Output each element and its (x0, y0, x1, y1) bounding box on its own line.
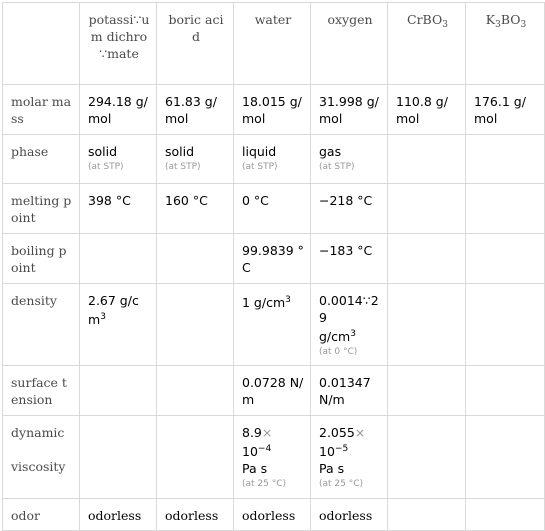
header-crbo3-main: CrBO (407, 12, 443, 27)
density-4-unit: g/cm (319, 329, 351, 344)
density-3-main: 1 g/cm (242, 295, 286, 310)
cell-boiling-6 (466, 234, 545, 284)
header-crbo3 (388, 3, 466, 85)
cell-odor-3: odorless (234, 499, 311, 531)
label-phase: phase (3, 135, 80, 184)
header-k3bo3-bo: BO (500, 12, 521, 27)
cell-density-3 (234, 284, 311, 366)
cell-boiling-5 (388, 234, 466, 284)
cell-phase-6 (466, 135, 545, 184)
viscosity-4-mant: 2.055 (319, 425, 355, 440)
row-surface-tension (3, 366, 545, 416)
viscosity-4-times: × (354, 425, 366, 440)
label-odor: odor (3, 499, 80, 531)
viscosity-label-line1: dynamic (11, 425, 65, 440)
phase-3-value: liquid (242, 144, 277, 159)
cell-odor-4: odorless (311, 499, 388, 531)
density-4-value: 0.0014∵29 (319, 293, 379, 325)
header-boric-acid: boric acid (157, 3, 234, 85)
cell-melting-6 (466, 184, 545, 234)
label-melting-point: melting point (3, 184, 80, 234)
cell-melting-1: 398 °C (80, 184, 157, 234)
label-density: density (3, 284, 80, 366)
header-row (3, 3, 545, 85)
row-melting-point (3, 184, 545, 234)
cell-phase-4 (311, 135, 388, 184)
cell-molar-mass-5: 110.8 g/mol (388, 85, 466, 135)
cell-molar-mass-2: 61.83 g/mol (157, 85, 234, 135)
header-k3bo3-sub1: 3 (495, 20, 501, 30)
phase-2-value: solid (165, 144, 195, 159)
cell-boiling-2 (157, 234, 234, 284)
phase-3-note: (at STP) (242, 162, 278, 172)
cell-surface-2 (157, 366, 234, 416)
cell-surface-1 (80, 366, 157, 416)
header-crbo3-sub: 3 (442, 20, 448, 30)
cell-phase-1 (80, 135, 157, 184)
cell-melting-4: −218 °C (311, 184, 388, 234)
viscosity-3-unit: Pa s (242, 461, 268, 476)
cell-molar-mass-4: 31.998 g/mol (311, 85, 388, 135)
cell-density-1 (80, 284, 157, 366)
cell-molar-mass-6: 176.1 g/mol (466, 85, 545, 135)
header-potassium-dichromate: potassi∵um dichro∵mate (80, 3, 157, 85)
cell-density-5 (388, 284, 466, 366)
viscosity-4-exp: −5 (334, 444, 349, 454)
properties-table (2, 2, 545, 531)
cell-viscosity-5 (388, 416, 466, 499)
cell-phase-2 (157, 135, 234, 184)
cell-melting-2: 160 °C (157, 184, 234, 234)
cell-viscosity-1 (80, 416, 157, 499)
cell-odor-2: odorless (157, 499, 234, 531)
phase-2-note: (at STP) (165, 162, 201, 172)
cell-viscosity-2 (157, 416, 234, 499)
row-molar-mass (3, 85, 545, 135)
row-phase (3, 135, 545, 184)
phase-4-note: (at STP) (319, 162, 355, 172)
cell-melting-3: 0 °C (234, 184, 311, 234)
phase-1-value: solid (88, 144, 118, 159)
density-1-sup: 3 (100, 312, 106, 322)
cell-density-2 (157, 284, 234, 366)
label-molar-mass: molar mass (3, 85, 80, 135)
cell-surface-6 (466, 366, 545, 416)
viscosity-3-mant: 8.9 (242, 425, 262, 440)
viscosity-3-note: (at 25 °C) (242, 479, 287, 489)
density-4-note: (at 0 °C) (319, 347, 358, 357)
viscosity-4-base: 10 (319, 444, 335, 459)
viscosity-label-line2: viscosity (11, 459, 66, 474)
cell-boiling-3: 99.9839 °C (234, 234, 311, 284)
density-1-main: 2.67 g/cm (88, 293, 139, 327)
viscosity-3-times: × (261, 425, 273, 440)
viscosity-4-note: (at 25 °C) (319, 479, 364, 489)
density-4-sup: 3 (350, 329, 356, 339)
label-dynamic-viscosity (3, 416, 80, 499)
cell-viscosity-3 (234, 416, 311, 499)
cell-odor-1: odorless (80, 499, 157, 531)
cell-viscosity-4 (311, 416, 388, 499)
header-k3bo3 (466, 3, 545, 85)
viscosity-4-unit: Pa s (319, 461, 345, 476)
label-boiling-point: boiling point (3, 234, 80, 284)
cell-odor-6 (466, 499, 545, 531)
viscosity-3-exp: −4 (257, 444, 272, 454)
cell-surface-5 (388, 366, 466, 416)
cell-surface-4: 0.01347 N/m (311, 366, 388, 416)
density-3-sup: 3 (285, 295, 291, 305)
cell-odor-5 (388, 499, 466, 531)
cell-boiling-1 (80, 234, 157, 284)
cell-boiling-4: −183 °C (311, 234, 388, 284)
cell-phase-5 (388, 135, 466, 184)
cell-density-4 (311, 284, 388, 366)
cell-molar-mass-3: 18.015 g/mol (234, 85, 311, 135)
phase-1-note: (at STP) (88, 162, 124, 172)
header-k3bo3-sub2: 3 (520, 20, 527, 30)
phase-4-value: gas (319, 144, 342, 159)
cell-density-6 (466, 284, 545, 366)
header-k3bo3-k: K (485, 12, 496, 27)
row-density (3, 284, 545, 366)
cell-viscosity-6 (466, 416, 545, 499)
cell-phase-3 (234, 135, 311, 184)
header-water: water (234, 3, 311, 85)
cell-surface-3: 0.0728 N/m (234, 366, 311, 416)
viscosity-3-base: 10 (242, 444, 258, 459)
row-odor (3, 499, 545, 531)
label-surface-tension: surface tension (3, 366, 80, 416)
header-oxygen: oxygen (311, 3, 388, 85)
row-boiling-point (3, 234, 545, 284)
cell-molar-mass-1: 294.18 g/mol (80, 85, 157, 135)
row-dynamic-viscosity (3, 416, 545, 499)
cell-melting-5 (388, 184, 466, 234)
header-corner (3, 3, 80, 85)
